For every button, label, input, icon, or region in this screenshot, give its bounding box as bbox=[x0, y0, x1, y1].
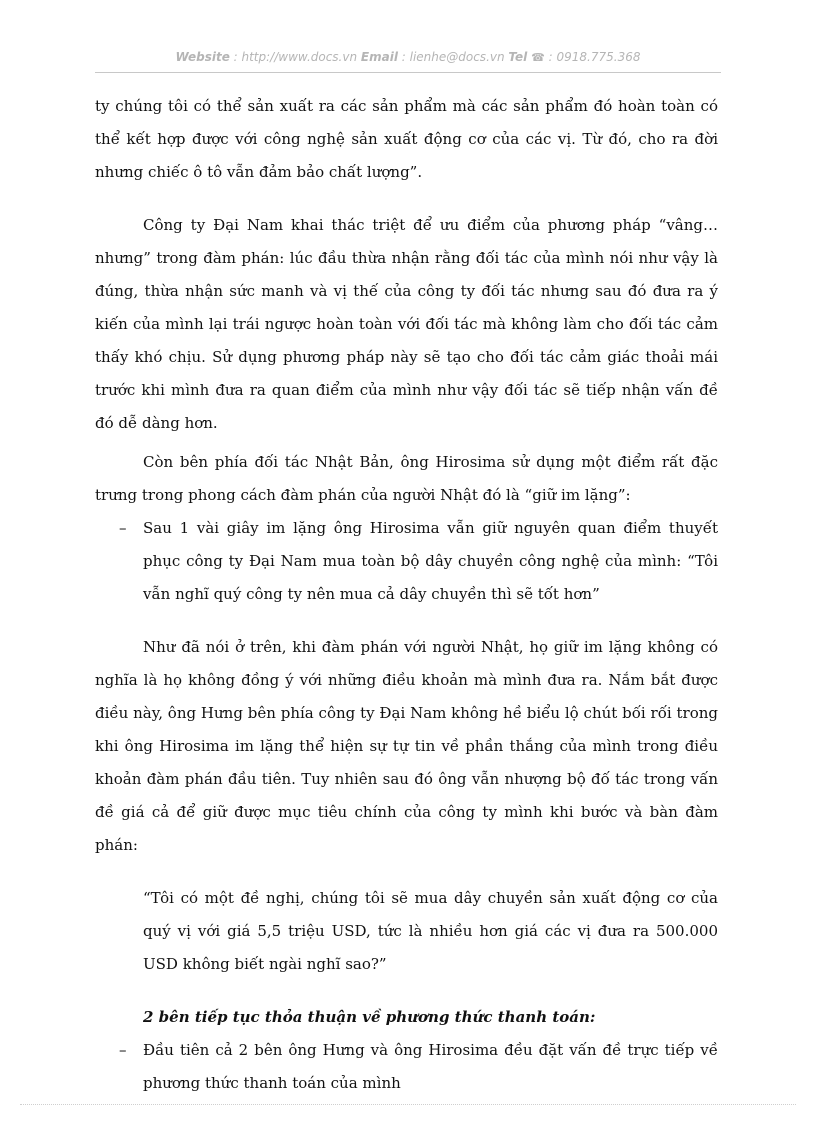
paragraph-2: Công ty Đại Nam khai thác triệt để ưu điểm của phương pháp “vâng… nhưng” trong đàm phán: lúc đầu thừa nhận rằng đối tác của mình nói như vậy là đúng, thừa nhận sức manh và vị thế của công ty đối tác nhưng sau đó đưa ra ý kiến của mình lại trái ngược hoàn toàn với đối tác mà không làm cho đối tác cảm thấy khó chịu. Sử dụng phương pháp này sẽ tạo cho đối tác cảm giác thoải mái trước khi mình đưa ra quan điểm của mình như vậy đối tác sẽ tiếp nhận vấn đề đó dễ dàng hơn. bbox=[95, 216, 718, 432]
bullet-item-1 bbox=[95, 512, 718, 611]
website-label: Website bbox=[175, 50, 230, 64]
document-body bbox=[95, 90, 718, 1100]
paragraph-4: Như đã nói ở trên, khi đàm phán với người Nhật, họ giữ im lặng không có nghĩa là họ không đồng ý với những điều khoản mà mình đưa ra. Nắm bắt được điều này, ông Hưng bên phía công ty Đại Nam không hề biểu lộ chút bối rối trong khi ông Hirosima im lặng thể hiện sự tự tin về phần thắng của mình trong điều khoản đàm phán đầu tiên. Tuy nhiên sau đó ông vẫn nhượng bộ đố tác trong vấn đề giá cả để giữ được mục tiêu chính của công ty mình khi bước và bàn đàm phán: bbox=[95, 638, 718, 854]
phone-icon: ☎ bbox=[531, 51, 545, 64]
bullet-text: Sau 1 vài giây im lặng ông Hirosima vẫn giữ nguyên quan điểm thuyết phục công ty Đại Nam mua toàn bộ dây chuyền công nghệ của mình: “Tôi vẫn nghĩ quý công ty nên mua cả dây chuyền thì sẽ tốt hơn” bbox=[143, 519, 718, 603]
email-value: : lienhe@docs.vn bbox=[397, 50, 509, 64]
paragraph-1: ty chúng tôi có thể sản xuất ra các sản phẩm mà các sản phẩm đó hoàn toàn có thể kết hợp được với công nghệ sản xuất động cơ của các vị. Từ đó, cho ra đời nhưng chiếc ô tô vẫn đảm bảo chất lượng”. bbox=[95, 97, 718, 181]
tel-value: : 0918.775.368 bbox=[544, 50, 641, 64]
bullet-item-2 bbox=[95, 1034, 718, 1100]
paragraph-3: Còn bên phía đối tác Nhật Bản, ông Hirosima sử dụng một điểm rất đặc trưng trong phong cách đàm phán của người Nhật đó là “giữ im lặng”: bbox=[95, 453, 718, 504]
section-heading: 2 bên tiếp tục thỏa thuận về phương thức thanh toán: bbox=[143, 1008, 596, 1026]
bullet-text: Đầu tiên cả 2 bên ông Hưng và ông Hirosima đều đặt vấn đề trực tiếp về phương thức thanh toán của mình bbox=[143, 1041, 718, 1092]
website-value: : http://www.docs.vn bbox=[229, 50, 361, 64]
page-header bbox=[95, 50, 721, 73]
tel-label: Tel bbox=[508, 50, 528, 64]
bullet-dash: – bbox=[119, 1041, 127, 1059]
footer-divider bbox=[20, 1104, 796, 1105]
quote-paragraph: “Tôi có một đề nghị, chúng tôi sẽ mua dây chuyền sản xuất động cơ của quý vị với giá 5,5 triệu USD, tức là nhiều hơn giá các vị đưa ra 500.000 USD không biết ngài nghĩ sao?” bbox=[143, 889, 718, 973]
bullet-dash: – bbox=[119, 519, 127, 537]
email-label: Email bbox=[360, 50, 398, 64]
